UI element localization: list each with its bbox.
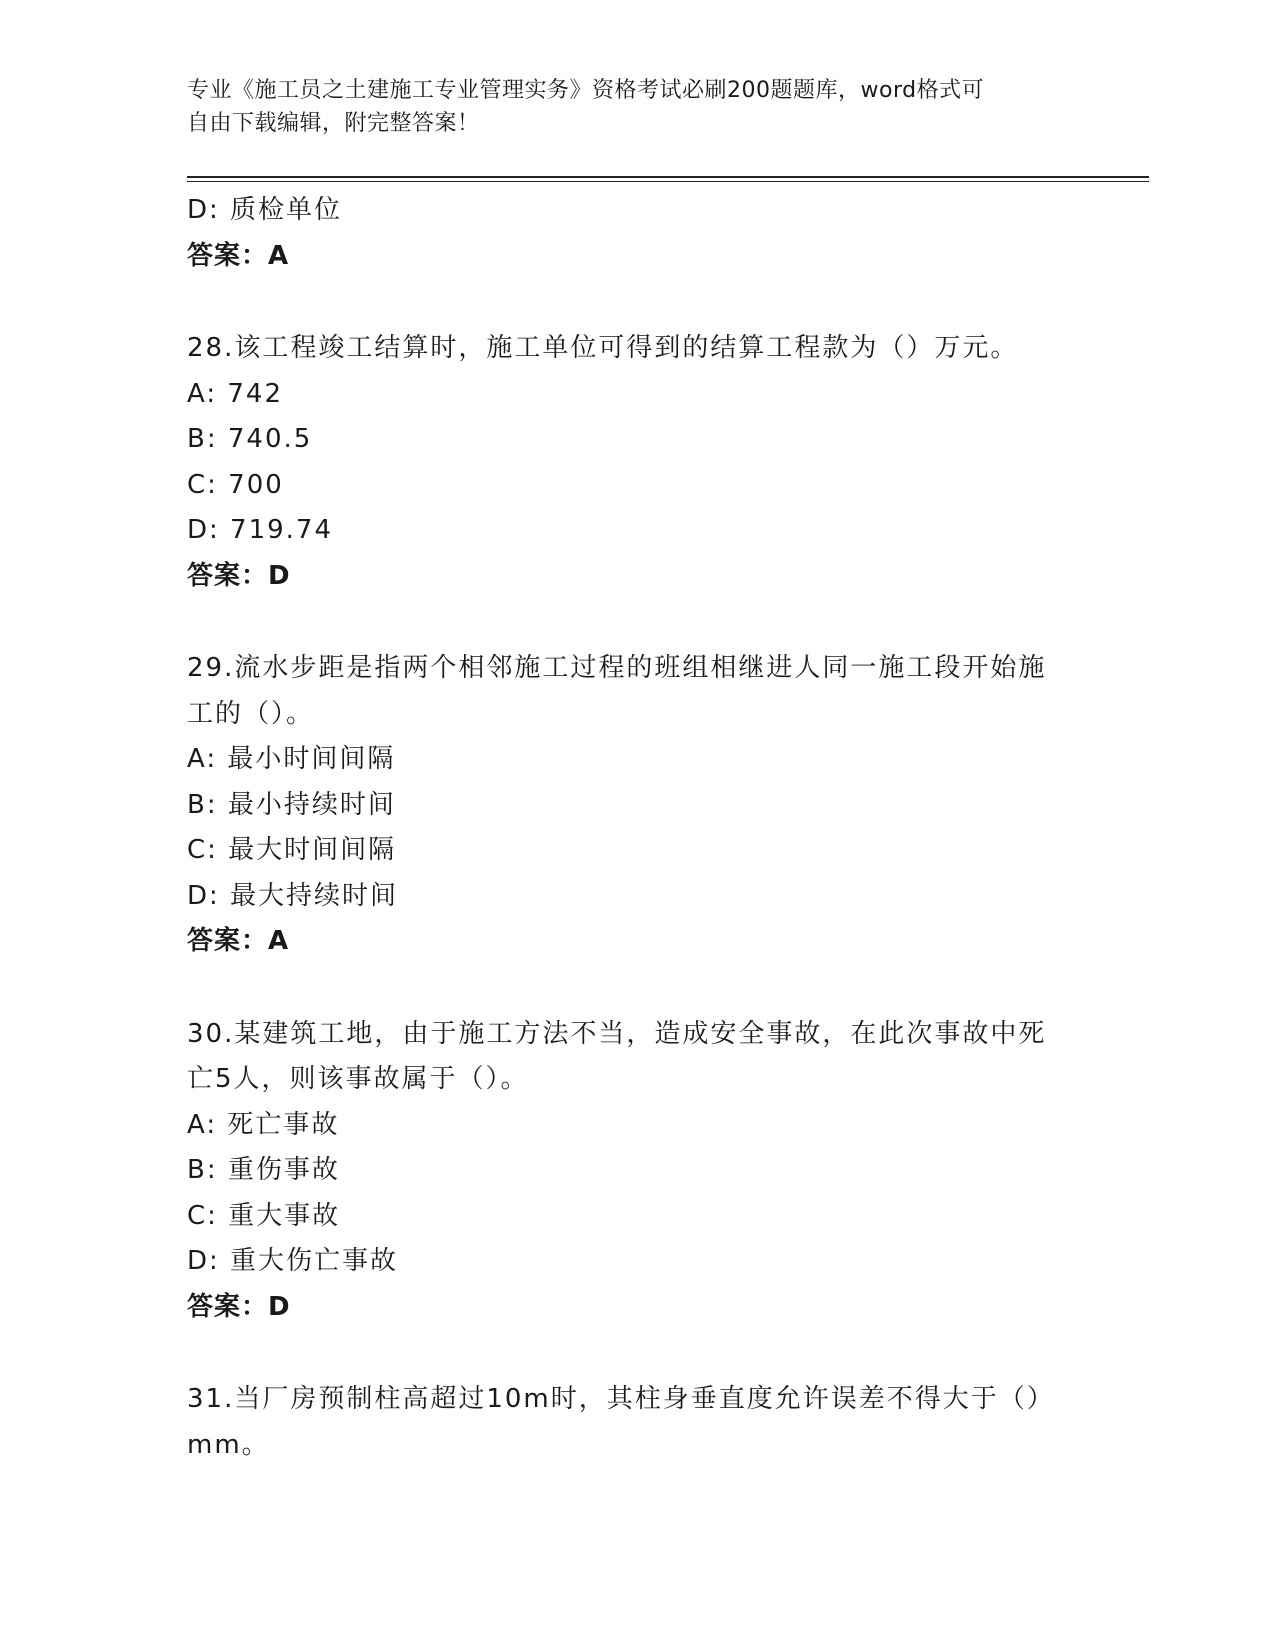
option-c: C: 重大事故 bbox=[187, 1200, 341, 1231]
spacer bbox=[187, 279, 1087, 326]
option-d: D: 质检单位 bbox=[187, 195, 343, 225]
option-c: C: 700 bbox=[187, 469, 284, 500]
question-text: 31.当厂房预制柱高超过10m时，其柱身垂直度允许误差不得大于（） bbox=[187, 1384, 1055, 1414]
option-d: D: 重大伤亡事故 bbox=[187, 1246, 399, 1276]
answer: 答案：A bbox=[187, 926, 290, 956]
question-text-continued: mm。 bbox=[187, 1429, 270, 1460]
option-a: A: 最小时间间隔 bbox=[187, 744, 396, 774]
option-d: D: 719.74 bbox=[187, 515, 334, 545]
spacer bbox=[187, 965, 1087, 1012]
spacer bbox=[187, 1330, 1087, 1377]
question-block bbox=[187, 1377, 1087, 1468]
option-d: D: 最大持续时间 bbox=[187, 880, 399, 911]
option-c: C: 最大时间间隔 bbox=[187, 835, 397, 865]
header-line-1: 专业《施工员之土建施工专业管理实务》资格考试必刷200题题库，word格式可 bbox=[187, 78, 985, 103]
question-text: 28.该工程竣工结算时，施工单位可得到的结算工程款为（）万元。 bbox=[187, 333, 1019, 363]
answer: 答案：D bbox=[187, 560, 291, 591]
header-rule-thin bbox=[187, 181, 1149, 182]
answer: 答案：D bbox=[187, 1291, 291, 1322]
option-a: A: 742 bbox=[187, 378, 283, 409]
spacer bbox=[187, 599, 1087, 646]
document-body bbox=[187, 188, 1087, 1468]
question-text: 29.流水步距是指两个相邻施工过程的班组相继进人同一施工段开始施 bbox=[187, 653, 1047, 683]
answer: 答案：A bbox=[187, 240, 290, 271]
option-b: B: 重伤事故 bbox=[187, 1155, 340, 1185]
question-block bbox=[187, 326, 1087, 599]
option-a: A: 死亡事故 bbox=[187, 1109, 340, 1140]
question-text-continued: 亡5人，则该事故属于（）。 bbox=[187, 1064, 529, 1094]
question-block bbox=[187, 1012, 1087, 1331]
option-b: B: 最小持续时间 bbox=[187, 789, 396, 820]
question-block bbox=[187, 646, 1087, 965]
document-header bbox=[187, 74, 1067, 140]
question-text-continued: 工的（）。 bbox=[187, 698, 315, 729]
option-b: B: 740.5 bbox=[187, 424, 313, 454]
header-line-2: 自由下载编辑，附完整答案！ bbox=[187, 111, 480, 136]
question-text: 30.某建筑工地，由于施工方法不当，造成安全事故，在此次事故中死 bbox=[187, 1018, 1047, 1049]
header-rule-thick bbox=[187, 176, 1149, 178]
